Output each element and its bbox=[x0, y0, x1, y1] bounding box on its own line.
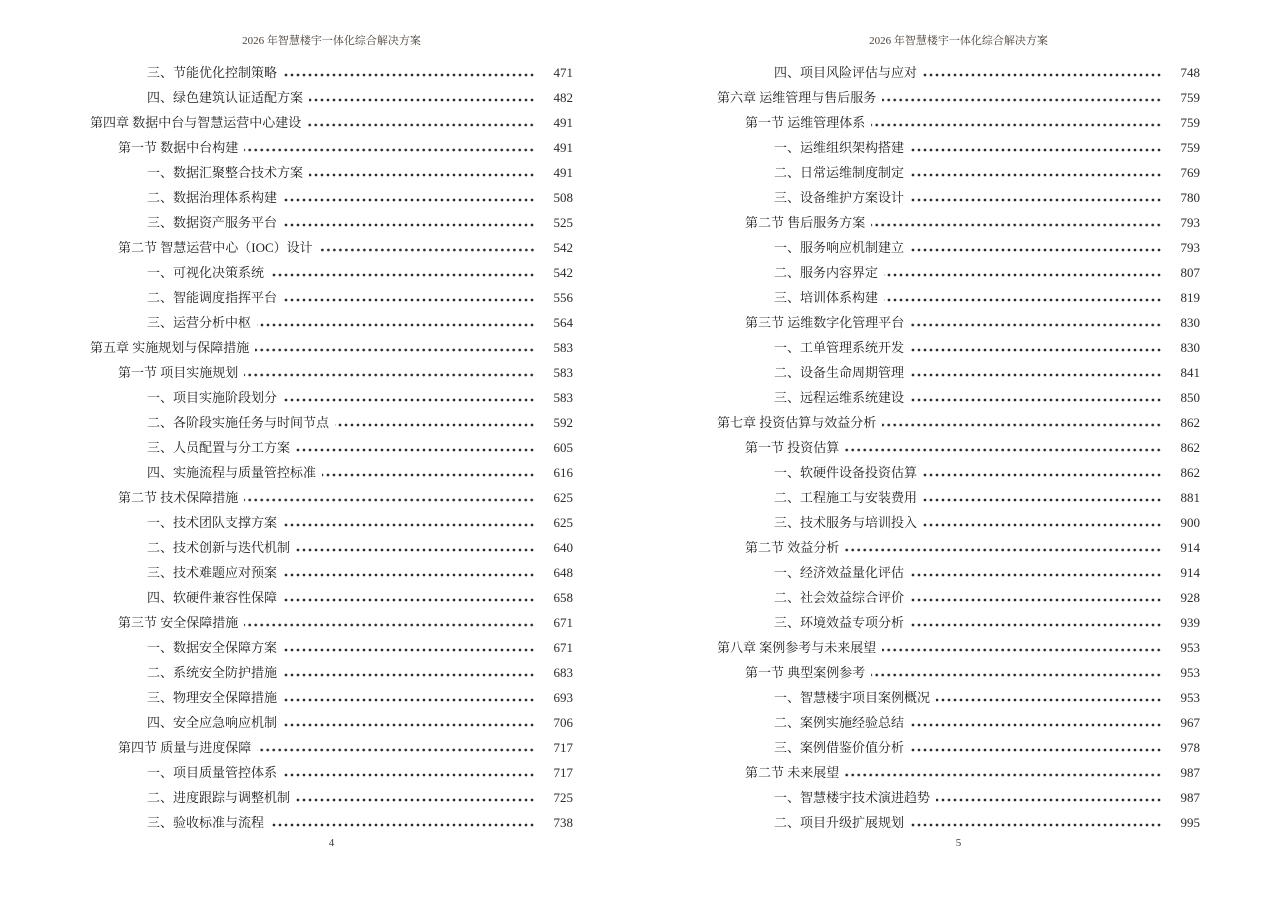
dot-leader bbox=[923, 73, 1162, 77]
toc-entry-page-number: 683 bbox=[553, 665, 573, 680]
dot-leader bbox=[244, 498, 535, 502]
dot-leader bbox=[910, 748, 1162, 752]
toc-entry-title: 三、技术服务与培训投入 bbox=[774, 515, 918, 530]
toc-entry-page-number: 953 bbox=[1180, 665, 1200, 680]
toc-entry bbox=[90, 685, 573, 710]
toc-entry-title: 第一节 投资估算 bbox=[745, 440, 840, 455]
toc-entry bbox=[90, 510, 573, 535]
toc-entry-title: 四、软硬件兼容性保障 bbox=[147, 590, 278, 605]
dot-leader bbox=[255, 348, 535, 352]
toc-entry-title: 一、项目质量管控体系 bbox=[147, 765, 278, 780]
toc-entry-page-number: 780 bbox=[1180, 190, 1200, 205]
dot-leader bbox=[283, 698, 535, 702]
page-footer-number: 5 bbox=[955, 837, 962, 849]
dot-leader bbox=[882, 98, 1162, 102]
dot-leader bbox=[871, 223, 1162, 227]
toc-entry bbox=[90, 635, 573, 660]
toc-entry-page-number: 987 bbox=[1180, 790, 1200, 805]
toc-entry bbox=[717, 260, 1200, 285]
toc-entry-title: 三、环境效益专项分析 bbox=[774, 615, 905, 630]
toc-entry bbox=[717, 435, 1200, 460]
toc-entry bbox=[717, 360, 1200, 385]
toc-entry-page-number: 759 bbox=[1180, 140, 1200, 155]
toc-entry-page-number: 862 bbox=[1180, 440, 1200, 455]
toc-entry-page-number: 542 bbox=[553, 265, 573, 280]
toc-entry bbox=[90, 210, 573, 235]
toc-entry-title: 四、项目风险评估与应对 bbox=[774, 65, 918, 80]
toc-entry-title: 二、各阶段实施任务与时间节点 bbox=[147, 415, 330, 430]
dot-leader bbox=[923, 473, 1162, 477]
toc-entry-title: 三、设备维护方案设计 bbox=[774, 190, 905, 205]
dot-leader bbox=[845, 448, 1162, 452]
toc-entry bbox=[717, 810, 1200, 835]
dot-leader bbox=[884, 273, 1162, 277]
dot-leader bbox=[910, 348, 1162, 352]
toc-entry-page-number: 759 bbox=[1180, 115, 1200, 130]
toc-entry bbox=[90, 535, 573, 560]
toc-entry-title: 二、进度跟踪与调整机制 bbox=[147, 790, 291, 805]
toc-entry-page-number: 862 bbox=[1180, 415, 1200, 430]
toc-entry-title: 第四章 数据中台与智慧运营中心建设 bbox=[90, 115, 302, 130]
dot-leader bbox=[322, 473, 535, 477]
toc-entry-page-number: 592 bbox=[553, 415, 573, 430]
toc-entry bbox=[717, 710, 1200, 735]
toc-entry-title: 第八章 案例参考与未来展望 bbox=[717, 640, 877, 655]
toc-entry-title: 二、系统安全防护措施 bbox=[147, 665, 278, 680]
toc-entry bbox=[90, 560, 573, 585]
toc-entry bbox=[717, 85, 1200, 110]
toc-entry-page-number: 953 bbox=[1180, 690, 1200, 705]
dot-leader bbox=[283, 398, 535, 402]
dot-leader bbox=[309, 173, 535, 177]
toc-entry bbox=[90, 485, 573, 510]
toc-entry-title: 一、服务响应机制建立 bbox=[774, 240, 905, 255]
toc-entry-page-number: 841 bbox=[1180, 365, 1200, 380]
toc-entry-title: 三、运营分析中枢 bbox=[147, 315, 252, 330]
dot-leader bbox=[936, 798, 1162, 802]
toc-entry bbox=[717, 735, 1200, 760]
toc-entry-title: 一、运维组织架构搭建 bbox=[774, 140, 905, 155]
toc-entry bbox=[717, 335, 1200, 360]
toc-entry bbox=[90, 610, 573, 635]
toc-entry bbox=[90, 260, 573, 285]
toc-entry-page-number: 671 bbox=[553, 615, 573, 630]
toc-entry bbox=[717, 585, 1200, 610]
dot-leader bbox=[270, 823, 535, 827]
dot-leader bbox=[910, 148, 1162, 152]
toc-entry-page-number: 759 bbox=[1180, 90, 1200, 105]
toc-entry bbox=[717, 235, 1200, 260]
toc-entry bbox=[90, 710, 573, 735]
toc-entry-page-number: 508 bbox=[553, 190, 573, 205]
toc-entry-title: 三、人员配置与分工方案 bbox=[147, 440, 291, 455]
toc-entry-page-number: 471 bbox=[553, 65, 573, 80]
toc-entry bbox=[90, 60, 573, 85]
toc-entry bbox=[90, 385, 573, 410]
dot-leader bbox=[244, 148, 535, 152]
toc-entry-page-number: 491 bbox=[553, 140, 573, 155]
toc-entry-title: 第二节 售后服务方案 bbox=[745, 215, 866, 230]
toc-page-5 bbox=[717, 34, 1200, 851]
toc-entry bbox=[90, 310, 573, 335]
toc-entry bbox=[717, 385, 1200, 410]
toc-entry-title: 第三节 运维数字化管理平台 bbox=[745, 315, 905, 330]
toc-entry-page-number: 491 bbox=[553, 115, 573, 130]
dot-leader bbox=[283, 573, 535, 577]
dot-leader bbox=[910, 623, 1162, 627]
toc-entry-title: 四、实施流程与质量管控标准 bbox=[147, 465, 317, 480]
dot-leader bbox=[923, 498, 1162, 502]
toc-entry bbox=[717, 410, 1200, 435]
toc-entry-title: 第二节 未来展望 bbox=[745, 765, 840, 780]
toc-entry-page-number: 914 bbox=[1180, 540, 1200, 555]
dot-leader bbox=[910, 598, 1162, 602]
toc-entry bbox=[90, 185, 573, 210]
toc-entry-page-number: 491 bbox=[553, 165, 573, 180]
dot-leader bbox=[910, 323, 1162, 327]
toc-entry-page-number: 939 bbox=[1180, 615, 1200, 630]
dot-leader bbox=[283, 723, 535, 727]
page-footer-number: 4 bbox=[328, 837, 335, 849]
toc-entry bbox=[717, 535, 1200, 560]
toc-entry-title: 二、服务内容界定 bbox=[774, 265, 879, 280]
toc-entry-title: 四、绿色建筑认证适配方案 bbox=[147, 90, 304, 105]
toc-entry-title: 一、技术团队支撑方案 bbox=[147, 515, 278, 530]
toc-entry-title: 第四节 质量与进度保障 bbox=[118, 740, 252, 755]
toc-entry bbox=[717, 610, 1200, 635]
toc-entry-page-number: 830 bbox=[1180, 315, 1200, 330]
toc-entry-title: 二、设备生命周期管理 bbox=[774, 365, 905, 380]
toc-entry bbox=[90, 435, 573, 460]
toc-entry bbox=[90, 335, 573, 360]
toc-entry-page-number: 978 bbox=[1180, 740, 1200, 755]
toc-entry-title: 一、工单管理系统开发 bbox=[774, 340, 905, 355]
dot-leader bbox=[283, 198, 535, 202]
dot-leader bbox=[296, 548, 535, 552]
toc-entry-page-number: 525 bbox=[553, 215, 573, 230]
toc-entry-page-number: 616 bbox=[553, 465, 573, 480]
toc-entry-title: 第五章 实施规划与保障措施 bbox=[90, 340, 250, 355]
toc-entry-page-number: 793 bbox=[1180, 215, 1200, 230]
toc-entry-page-number: 648 bbox=[553, 565, 573, 580]
toc-entry-title: 一、可视化决策系统 bbox=[147, 265, 265, 280]
toc-entry bbox=[717, 485, 1200, 510]
toc-entry-page-number: 671 bbox=[553, 640, 573, 655]
dot-leader bbox=[257, 323, 535, 327]
toc-entry-title: 二、技术创新与迭代机制 bbox=[147, 540, 291, 555]
dot-leader bbox=[882, 423, 1162, 427]
dot-leader bbox=[283, 298, 535, 302]
dot-leader bbox=[910, 573, 1162, 577]
toc-entry bbox=[90, 735, 573, 760]
toc-entry-page-number: 482 bbox=[553, 90, 573, 105]
toc-entry-title: 第一节 典型案例参考 bbox=[745, 665, 866, 680]
toc-entry-page-number: 995 bbox=[1180, 815, 1200, 830]
toc-entry-page-number: 717 bbox=[553, 765, 573, 780]
toc-entry bbox=[90, 785, 573, 810]
toc-entry-title: 第三节 安全保障措施 bbox=[118, 615, 239, 630]
toc-entry-title: 二、项目升级扩展规划 bbox=[774, 815, 905, 830]
dot-leader bbox=[283, 223, 535, 227]
toc-entry-title: 第二节 技术保障措施 bbox=[118, 490, 239, 505]
dot-leader bbox=[270, 273, 535, 277]
dot-leader bbox=[923, 523, 1162, 527]
dot-leader bbox=[244, 623, 535, 627]
toc-entry-page-number: 564 bbox=[553, 315, 573, 330]
toc-entry bbox=[717, 60, 1200, 85]
toc-entry-title: 一、经济效益量化评估 bbox=[774, 565, 905, 580]
toc-entry-page-number: 625 bbox=[553, 490, 573, 505]
toc-entry-title: 一、软硬件设备投资估算 bbox=[774, 465, 918, 480]
dot-leader bbox=[910, 398, 1162, 402]
page-header-title: 2026 年智慧楼宇一体化综合解决方案 bbox=[242, 35, 421, 47]
toc-entry bbox=[717, 135, 1200, 160]
toc-entry-title: 三、数据资产服务平台 bbox=[147, 215, 278, 230]
toc-entry bbox=[90, 660, 573, 685]
toc-entry-title: 第一节 数据中台构建 bbox=[118, 140, 239, 155]
toc-entry-title: 二、社会效益综合评价 bbox=[774, 590, 905, 605]
dot-leader bbox=[910, 373, 1162, 377]
toc-entry-page-number: 987 bbox=[1180, 765, 1200, 780]
dot-leader bbox=[283, 648, 535, 652]
toc-entry-page-number: 807 bbox=[1180, 265, 1200, 280]
toc-entry bbox=[90, 760, 573, 785]
toc-entry bbox=[90, 85, 573, 110]
toc-entry-page-number: 717 bbox=[553, 740, 573, 755]
toc-entry bbox=[90, 135, 573, 160]
toc-entry-page-number: 640 bbox=[553, 540, 573, 555]
toc-entry-page-number: 748 bbox=[1180, 65, 1200, 80]
toc-entry bbox=[90, 285, 573, 310]
toc-entry-title: 三、验收标准与流程 bbox=[147, 815, 265, 830]
toc-entry bbox=[717, 560, 1200, 585]
toc-entry-page-number: 850 bbox=[1180, 390, 1200, 405]
toc-entry-title: 三、远程运维系统建设 bbox=[774, 390, 905, 405]
toc-entry-title: 一、数据安全保障方案 bbox=[147, 640, 278, 655]
toc-entry bbox=[717, 785, 1200, 810]
toc-entry bbox=[717, 160, 1200, 185]
toc-entry-page-number: 542 bbox=[553, 240, 573, 255]
toc-entry bbox=[717, 510, 1200, 535]
toc-entry bbox=[90, 585, 573, 610]
toc-entry bbox=[717, 210, 1200, 235]
dot-leader bbox=[910, 198, 1162, 202]
toc-entry-title: 一、智慧楼宇技术演进趋势 bbox=[774, 790, 931, 805]
toc-entry-title: 第六章 运维管理与售后服务 bbox=[717, 90, 877, 105]
dot-leader bbox=[882, 648, 1162, 652]
toc-entry-title: 第七章 投资估算与效益分析 bbox=[717, 415, 877, 430]
toc-entry-page-number: 793 bbox=[1180, 240, 1200, 255]
toc-entry-page-number: 725 bbox=[553, 790, 573, 805]
toc-entry-page-number: 583 bbox=[553, 340, 573, 355]
toc-entry-page-number: 583 bbox=[553, 390, 573, 405]
toc-entry bbox=[90, 110, 573, 135]
dot-leader bbox=[283, 523, 535, 527]
toc-entry-page-number: 769 bbox=[1180, 165, 1200, 180]
toc-list bbox=[717, 60, 1200, 835]
dot-leader bbox=[319, 248, 535, 252]
toc-entry-title: 三、案例借鉴价值分析 bbox=[774, 740, 905, 755]
toc-entry bbox=[90, 810, 573, 835]
dot-leader bbox=[910, 723, 1162, 727]
dot-leader bbox=[283, 598, 535, 602]
toc-entry-page-number: 914 bbox=[1180, 565, 1200, 580]
page-header-title: 2026 年智慧楼宇一体化综合解决方案 bbox=[869, 35, 1048, 47]
dot-leader bbox=[283, 73, 535, 77]
toc-entry bbox=[717, 460, 1200, 485]
dot-leader bbox=[257, 748, 535, 752]
dot-leader bbox=[309, 98, 535, 102]
toc-entry bbox=[717, 310, 1200, 335]
dot-leader bbox=[283, 773, 535, 777]
toc-entry bbox=[717, 185, 1200, 210]
toc-entry-page-number: 583 bbox=[553, 365, 573, 380]
dot-leader bbox=[884, 298, 1162, 302]
dot-leader bbox=[845, 548, 1162, 552]
dot-leader bbox=[244, 373, 535, 377]
toc-entry-page-number: 881 bbox=[1180, 490, 1200, 505]
dot-leader bbox=[296, 798, 535, 802]
toc-entry-title: 第二节 智慧运营中心（IOC）设计 bbox=[118, 240, 313, 255]
toc-entry-title: 第一节 项目实施规划 bbox=[118, 365, 239, 380]
toc-entry-page-number: 738 bbox=[553, 815, 573, 830]
toc-entry-title: 三、技术难题应对预案 bbox=[147, 565, 278, 580]
toc-entry bbox=[717, 760, 1200, 785]
toc-entry-title: 二、案例实施经验总结 bbox=[774, 715, 905, 730]
toc-entry bbox=[717, 110, 1200, 135]
toc-entry-title: 二、智能调度指挥平台 bbox=[147, 290, 278, 305]
toc-entry-page-number: 900 bbox=[1180, 515, 1200, 530]
toc-entry bbox=[717, 685, 1200, 710]
toc-entry bbox=[90, 460, 573, 485]
toc-entry-page-number: 658 bbox=[553, 590, 573, 605]
toc-entry-title: 二、工程施工与安装费用 bbox=[774, 490, 918, 505]
toc-entry-title: 一、数据汇聚整合技术方案 bbox=[147, 165, 304, 180]
toc-entry bbox=[90, 360, 573, 385]
toc-entry bbox=[90, 235, 573, 260]
toc-entry-page-number: 830 bbox=[1180, 340, 1200, 355]
toc-entry bbox=[90, 410, 573, 435]
toc-entry-title: 第二节 效益分析 bbox=[745, 540, 840, 555]
toc-entry-page-number: 953 bbox=[1180, 640, 1200, 655]
toc-entry bbox=[90, 160, 573, 185]
dot-leader bbox=[910, 823, 1162, 827]
dot-leader bbox=[871, 673, 1162, 677]
toc-entry-page-number: 819 bbox=[1180, 290, 1200, 305]
dot-leader bbox=[871, 123, 1162, 127]
toc-entry-title: 一、智慧楼宇项目案例概况 bbox=[774, 690, 931, 705]
toc-entry-page-number: 605 bbox=[553, 440, 573, 455]
toc-entry bbox=[717, 660, 1200, 685]
toc-page-4 bbox=[90, 34, 573, 851]
dot-leader bbox=[845, 773, 1162, 777]
toc-entry-page-number: 625 bbox=[553, 515, 573, 530]
dot-leader bbox=[335, 423, 535, 427]
toc-entry-title: 三、培训体系构建 bbox=[774, 290, 879, 305]
toc-entry-title: 第一节 运维管理体系 bbox=[745, 115, 866, 130]
toc-entry-page-number: 862 bbox=[1180, 465, 1200, 480]
toc-entry-title: 三、物理安全保障措施 bbox=[147, 690, 278, 705]
toc-entry-page-number: 556 bbox=[553, 290, 573, 305]
dot-leader bbox=[307, 123, 535, 127]
dot-leader bbox=[936, 698, 1162, 702]
toc-entry-title: 四、安全应急响应机制 bbox=[147, 715, 278, 730]
toc-entry bbox=[717, 285, 1200, 310]
toc-entry-page-number: 928 bbox=[1180, 590, 1200, 605]
toc-entry-title: 三、节能优化控制策略 bbox=[147, 65, 278, 80]
toc-entry bbox=[717, 635, 1200, 660]
toc-entry-page-number: 706 bbox=[553, 715, 573, 730]
toc-list bbox=[90, 60, 573, 835]
dot-leader bbox=[910, 173, 1162, 177]
toc-entry-title: 二、日常运维制度制定 bbox=[774, 165, 905, 180]
toc-entry-page-number: 693 bbox=[553, 690, 573, 705]
toc-entry-title: 一、项目实施阶段划分 bbox=[147, 390, 278, 405]
toc-entry-page-number: 967 bbox=[1180, 715, 1200, 730]
dot-leader bbox=[296, 448, 535, 452]
dot-leader bbox=[283, 673, 535, 677]
toc-entry-title: 二、数据治理体系构建 bbox=[147, 190, 278, 205]
dot-leader bbox=[910, 248, 1162, 252]
